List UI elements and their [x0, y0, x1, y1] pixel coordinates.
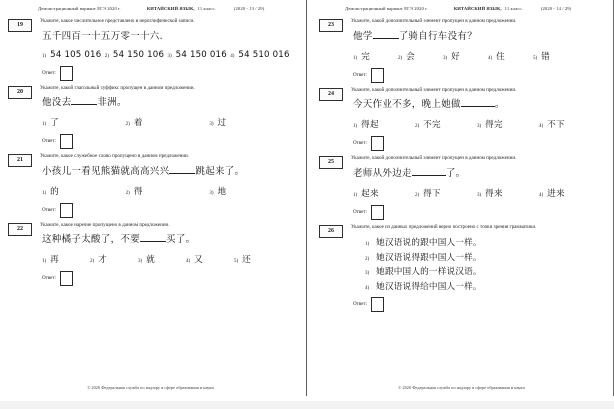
answer-input-box[interactable] [371, 136, 384, 151]
option-number: 3) [167, 53, 172, 59]
option-label: 她汉语说的跟中国人一样。 [376, 238, 482, 249]
option-label: 错 [541, 51, 550, 62]
option-label: 她汉语说得跟中国人一样。 [376, 252, 482, 263]
option-number: 3) [138, 259, 143, 265]
option-number: 4) [488, 55, 493, 61]
task-number-badge: 20 [8, 86, 32, 99]
option-2[interactable] [398, 50, 443, 62]
option-label: 得 [133, 186, 143, 197]
option-label: 地 [217, 186, 227, 197]
option-number: 4) [365, 285, 370, 291]
option-number: 5) [533, 55, 538, 61]
option-label: 的 [50, 186, 59, 197]
answer-label: Ответ: [42, 276, 56, 282]
task-number-badge: 23 [319, 19, 343, 32]
option-4[interactable] [186, 253, 234, 265]
sentence-part-after-blank: 非洲。 [97, 97, 127, 109]
option-number: 2) [125, 190, 130, 196]
option-5[interactable] [533, 50, 578, 62]
answer-input-box[interactable] [60, 66, 73, 81]
answer-label: Ответ: [353, 301, 367, 307]
option-3[interactable] [209, 116, 293, 128]
sentence-blank [373, 38, 399, 39]
option-row [42, 116, 293, 128]
option-number: 4) [539, 192, 544, 198]
answer-label: Ответ: [42, 70, 56, 76]
option-1[interactable] [42, 116, 126, 128]
sentence-part-before-blank: 今天作业不多，晚上她做 [353, 99, 461, 111]
page-header-right [319, 6, 604, 11]
option-number: 4) [539, 124, 544, 130]
answer-label: Ответ: [42, 139, 56, 145]
option-label: 过 [217, 118, 227, 129]
task-23 [319, 18, 604, 83]
answer-label: Ответ: [353, 141, 367, 147]
option-2[interactable] [415, 187, 477, 199]
option-3[interactable] [209, 185, 293, 197]
task-list-left [8, 18, 293, 409]
sentence-part-after-blank: 。 [494, 99, 505, 111]
sentence-part-after-blank: 了。 [445, 167, 466, 179]
task-content [40, 85, 293, 150]
task-24 [319, 87, 604, 152]
option-3[interactable] [477, 118, 539, 130]
option-label: 得下 [423, 188, 441, 199]
option-2[interactable] [90, 253, 138, 265]
option-label: 起来 [361, 188, 379, 199]
option-number: 1) [42, 53, 47, 59]
task-20 [8, 85, 293, 150]
task-number-badge: 19 [8, 19, 32, 32]
option-2[interactable] [415, 118, 477, 130]
task-number-badge: 25 [319, 156, 343, 169]
option-number: 3) [365, 271, 370, 277]
option-number: 1) [365, 242, 370, 248]
option-number: 3) [443, 55, 448, 61]
task-number-badge: 22 [8, 223, 32, 236]
task-prompt: Укажите, какой дополнительный элемент пропущен в данном предложении. [351, 86, 517, 93]
answer-field[interactable] [353, 68, 604, 83]
option-label: 会 [406, 51, 415, 62]
sentence-part-before-blank: 他没去 [42, 97, 72, 109]
header-page-ref: (2020 - 14 / 29) [540, 6, 572, 11]
answer-field[interactable] [42, 203, 293, 218]
header-subject-label: КИТАЙСКИЙ ЯЗЫК, [453, 6, 502, 11]
answer-field[interactable] [42, 271, 293, 286]
task-sentence: 五千四百一十五万零一十六. [42, 30, 163, 42]
option-number: 2) [415, 192, 420, 198]
sentence-blank [140, 241, 166, 242]
task-prompt: Укажите, какое числительное представлено в иероглифической записи. [40, 18, 195, 24]
option-4[interactable] [539, 187, 601, 199]
answer-field[interactable] [42, 66, 293, 81]
task-list-right [319, 18, 604, 409]
answer-label: Ответ: [353, 209, 367, 215]
option-label: 她跟中国人的一样说汉语。 [376, 267, 482, 278]
task-prompt: Укажите, какой глагольный суффикс пропущен в данном предложении. [40, 84, 195, 91]
answer-input-box[interactable] [371, 68, 384, 83]
option-2[interactable] [365, 251, 604, 263]
exam-page-right [307, 0, 614, 409]
option-label: 54 510 016 [238, 49, 290, 60]
option-row [353, 187, 604, 199]
task-number-badge: 21 [8, 154, 32, 167]
option-number: 3) [477, 124, 482, 130]
option-label: 不下 [547, 120, 565, 131]
option-label: 54 150 106 [112, 49, 165, 60]
option-3[interactable] [477, 187, 539, 199]
task-21 [8, 153, 293, 218]
option-label: 着 [133, 118, 143, 129]
task-prompt: Укажите, какой дополнительный элемент пропущен в данном предложении. [351, 18, 517, 24]
option-2[interactable] [126, 116, 210, 128]
answer-field[interactable] [353, 136, 604, 151]
answer-input-box[interactable] [60, 271, 73, 286]
task-number-badge: 26 [319, 225, 343, 238]
option-1[interactable] [42, 253, 90, 265]
answer-input-box[interactable] [371, 205, 384, 220]
option-4[interactable] [488, 50, 533, 62]
task-26 [319, 224, 604, 312]
answer-label: Ответ: [353, 72, 367, 78]
option-number: 4) [186, 259, 191, 265]
option-number: 2) [415, 124, 420, 130]
answer-input-box[interactable] [60, 203, 73, 218]
answer-field[interactable] [353, 205, 604, 220]
option-row [42, 185, 293, 197]
task-number-badge: 24 [319, 88, 343, 101]
sentence-blank [169, 173, 195, 174]
answer-field[interactable] [42, 134, 293, 149]
option-number: 1) [353, 124, 358, 130]
sentence-part-before-blank: 小孩儿一看见熊猫就高高兴兴 [42, 165, 170, 177]
task-sentence [42, 97, 293, 109]
answer-input-box[interactable] [371, 297, 384, 312]
task-prompt: Укажите, какое наречие пропущено в данном предложении. [40, 221, 170, 228]
task-sentence [353, 99, 604, 111]
task-sentence [353, 31, 604, 43]
sentence-blank [71, 104, 97, 105]
option-label: 才 [98, 255, 107, 266]
page-gutter-rule [306, 0, 307, 396]
task-sentence [42, 166, 293, 178]
option-label: 得起 [361, 120, 379, 131]
option-label: 还 [242, 255, 251, 266]
task-22 [8, 222, 293, 287]
option-label: 完 [361, 51, 370, 62]
header-grade-label: 11 класс. [197, 6, 216, 11]
option-1[interactable] [365, 236, 604, 248]
option-1[interactable] [353, 187, 415, 199]
option-number: 3) [209, 122, 214, 128]
sentence-blank [412, 175, 446, 176]
sentence-blank [461, 106, 495, 107]
option-number: 4) [230, 53, 235, 59]
option-4[interactable] [365, 280, 604, 292]
task-content [40, 153, 293, 218]
option-3[interactable] [365, 265, 604, 277]
option-number: 1) [353, 192, 358, 198]
option-label: 了 [50, 118, 59, 129]
option-1[interactable] [42, 50, 105, 60]
option-label: 进来 [547, 188, 565, 199]
option-row [353, 50, 604, 62]
option-3[interactable] [138, 253, 186, 265]
option-number: 2) [398, 55, 403, 61]
option-label: 就 [146, 255, 155, 266]
sentence-part-before-blank: 老师从外边走 [353, 167, 412, 179]
header-page-ref: (2020 - 13 / 29) [233, 6, 265, 11]
task-sentence [42, 234, 293, 246]
option-label: 54 150 016 [175, 49, 227, 60]
option-number: 1) [353, 55, 358, 61]
option-label: 不完 [423, 120, 441, 131]
option-1[interactable] [353, 50, 398, 62]
option-1[interactable] [353, 118, 415, 130]
option-number: 2) [125, 122, 130, 128]
option-row [42, 50, 293, 60]
option-number: 3) [209, 190, 214, 196]
option-label: 她汉语说得给中国人一样。 [376, 281, 482, 292]
header-variant-label: Демонстрационный вариант ЕГЭ 2020 г. [38, 6, 121, 11]
option-label: 再 [50, 255, 59, 266]
sentence-part-before-blank: 这种橘子太酸了，不要 [42, 234, 141, 246]
option-label: 得完 [485, 120, 503, 131]
page-header-left [8, 6, 293, 11]
task-content [351, 224, 604, 312]
header-grade-label: 11 класс. [504, 6, 523, 11]
task-prompt: Укажите, какое из данных предложений верно построено с точки зрения грамматики. [351, 223, 537, 230]
task-content [351, 87, 604, 152]
header-subject-label: КИТАЙСКИЙ ЯЗЫК, [146, 6, 195, 11]
page-footer-right: © 2020 Федеральная служба по надзору в сфере образования и науки [398, 385, 525, 390]
sentence-part-after-blank: 了骑自行车没有？ [398, 30, 478, 42]
task-19 [8, 18, 293, 81]
option-label: 54 105 016 [50, 49, 102, 60]
task-content [40, 222, 293, 287]
sentence-part-after-blank: 买了。 [166, 234, 196, 246]
sentence-part-after-blank: 跳起来了。 [195, 165, 245, 177]
option-1[interactable] [42, 185, 126, 197]
option-number: 2) [104, 53, 109, 59]
option-number: 1) [42, 259, 47, 265]
option-list [365, 236, 604, 292]
task-prompt: Укажите, какое служебное слово пропущено в данном предложении. [40, 153, 190, 160]
task-25 [319, 155, 604, 220]
option-3[interactable] [443, 50, 488, 62]
option-number: 1) [42, 190, 47, 196]
option-label: 又 [194, 255, 203, 266]
option-label: 住 [496, 51, 505, 62]
task-content [351, 18, 604, 83]
option-number: 1) [42, 122, 47, 128]
task-prompt: Укажите, какой дополнительный элемент пропущен в данном предложении. [351, 155, 517, 162]
option-row [42, 253, 293, 265]
option-3[interactable] [168, 50, 231, 60]
option-row [353, 118, 604, 130]
option-number: 5) [234, 259, 239, 265]
option-4[interactable] [539, 118, 601, 130]
task-content [40, 18, 293, 81]
option-5[interactable] [234, 253, 282, 265]
option-2[interactable] [126, 185, 210, 197]
answer-field[interactable] [353, 297, 604, 312]
option-label: 好 [451, 51, 460, 62]
answer-label: Ответ: [42, 207, 56, 213]
option-number: 2) [365, 256, 370, 262]
header-variant-label: Демонстрационный вариант ЕГЭ 2020 г. [345, 6, 428, 11]
option-4[interactable] [230, 50, 293, 60]
option-label: 得来 [485, 188, 503, 199]
page-bottom-shade [0, 401, 614, 409]
option-number: 3) [477, 192, 482, 198]
page-footer-left: © 2020 Федеральная служба по надзору в сфере образования и науки [87, 385, 214, 390]
task-sentence [353, 168, 604, 180]
sentence-part-before-blank: 他学 [353, 30, 373, 42]
answer-input-box[interactable] [60, 134, 73, 149]
task-content [351, 155, 604, 220]
option-2[interactable] [105, 50, 168, 60]
option-number: 2) [90, 259, 95, 265]
